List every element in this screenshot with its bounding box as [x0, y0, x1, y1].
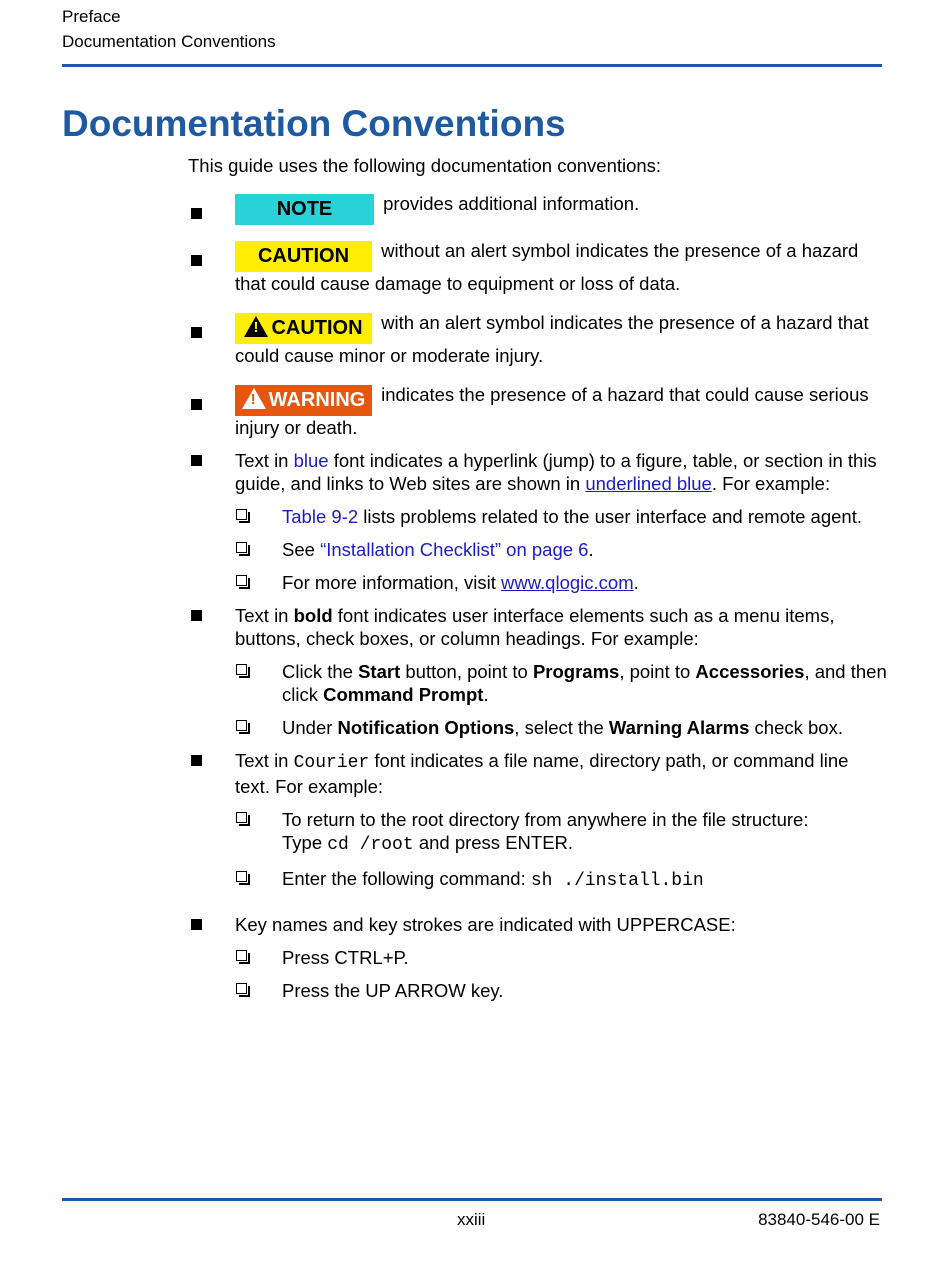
- square-bullet-icon: [191, 399, 202, 410]
- sub-list-item: [187, 571, 888, 594]
- code-install-command: sh ./install.bin: [530, 871, 704, 891]
- checkbox-bullet-icon: [236, 950, 247, 961]
- square-bullet-icon: [191, 327, 202, 338]
- text-run: check box.: [754, 717, 843, 738]
- blue-pre: Text in: [235, 450, 289, 471]
- square-bullet-icon: [191, 755, 202, 766]
- ui-element-warning-alarms: Warning Alarms: [608, 717, 750, 738]
- list-item-keys: [188, 913, 888, 936]
- text-run: Press the UP ARROW key.: [282, 980, 504, 1001]
- header-chapter: Preface: [62, 7, 121, 26]
- ui-element-start: Start: [358, 661, 401, 682]
- note-description: provides additional information.: [383, 193, 640, 214]
- list-item-warning: [188, 383, 888, 439]
- underlined-blue-link[interactable]: underlined blue: [585, 473, 712, 494]
- text-run: , and then click: [282, 661, 887, 705]
- code-cd-root: cd /root: [327, 835, 414, 855]
- text-run: .: [483, 684, 489, 705]
- list-item-bold: [188, 604, 888, 650]
- sub-list-item: [187, 946, 888, 969]
- caution-alert-badge: [235, 313, 372, 344]
- courier-pre: Text in: [235, 750, 289, 771]
- bold-post: font indicates user interface elements such as a menu items, buttons, check boxes, or column headings. For example:: [235, 605, 835, 649]
- list-item-caution-alert: [188, 311, 888, 367]
- sub-list-item: [187, 538, 888, 561]
- blue-mid: font indicates a hyperlink (jump) to a figure, table, or section in this guide, and links to Web sites are shown in: [235, 450, 877, 494]
- ex3-pre: For more information, visit: [282, 572, 496, 593]
- document-number: 83840-546-00 E: [758, 1210, 880, 1229]
- ui-element-accessories: Accessories: [695, 661, 805, 682]
- square-bullet-icon: [191, 255, 202, 266]
- sub-list-item: [187, 660, 888, 706]
- text-run: Press CTRL+P.: [282, 947, 409, 968]
- table-9-2-link[interactable]: Table 9-2: [282, 506, 359, 527]
- sub-list-blue: [188, 505, 888, 594]
- list-item-caution-plain: [188, 239, 888, 295]
- caution-plain-description: without an alert symbol indicates the presence of a hazard that could cause damage to equipment or loss of data.: [235, 240, 859, 294]
- text-run: Enter the following command:: [282, 868, 526, 889]
- text-run: button, point to: [405, 661, 528, 682]
- sub-list-bold: [188, 660, 888, 739]
- square-bullet-icon: [191, 610, 202, 621]
- running-header: [62, 4, 276, 54]
- caution-alert-description: with an alert symbol indicates the presence of a hazard that could cause minor or moderate injury.: [235, 312, 869, 366]
- sub-list-item: [187, 716, 888, 739]
- ex1-text: lists problems related to the user interface and remote agent.: [363, 506, 862, 527]
- qlogic-web-link[interactable]: www.qlogic.com: [500, 572, 634, 593]
- checkbox-bullet-icon: [236, 983, 247, 994]
- list-item-blue-links: [188, 449, 888, 495]
- caution-alert-badge-label: CAUTION: [271, 317, 363, 339]
- courier-word: Courier: [293, 753, 370, 773]
- checkbox-bullet-icon: [236, 871, 247, 882]
- blue-word: blue: [293, 450, 329, 471]
- checkbox-bullet-icon: [236, 509, 247, 520]
- list-item-note: [188, 192, 888, 225]
- sub-list-keys: [188, 946, 888, 1002]
- text-run: , select the: [514, 717, 604, 738]
- alert-triangle-icon: [244, 316, 268, 337]
- warning-badge: [235, 385, 372, 416]
- checkbox-bullet-icon: [236, 664, 247, 675]
- note-badge-label: NOTE: [276, 198, 333, 220]
- sub-list-item: [187, 505, 888, 528]
- conventions-body: [188, 154, 888, 1002]
- text-run: Click the: [282, 661, 353, 682]
- footer-rule: [62, 1198, 882, 1201]
- ex2-pre: See: [282, 539, 315, 560]
- caution-badge-label: CAUTION: [257, 245, 350, 267]
- sub-list-courier: [188, 808, 888, 893]
- page-title: Documentation Conventions: [62, 103, 566, 144]
- courier-post: font indicates a file name, directory path, or command line text. For example:: [235, 750, 849, 797]
- sub-list-item: [187, 867, 888, 893]
- checkbox-bullet-icon: [236, 812, 247, 823]
- square-bullet-icon: [191, 919, 202, 930]
- note-badge: [235, 194, 374, 225]
- blue-post: . For example:: [711, 473, 831, 494]
- checkbox-bullet-icon: [236, 542, 247, 553]
- header-section: Documentation Conventions: [62, 32, 276, 51]
- page-number: xxiii: [457, 1210, 486, 1229]
- bold-word: bold: [293, 605, 333, 626]
- text-run: To return to the root directory from anywhere in the file structure:: [282, 809, 809, 830]
- keys-text: Key names and key strokes are indicated with UPPERCASE:: [235, 914, 736, 935]
- checkbox-bullet-icon: [236, 720, 247, 731]
- ui-element-command-prompt: Command Prompt: [323, 684, 484, 705]
- text-run: and press ENTER.: [418, 832, 574, 853]
- ui-element-programs: Programs: [532, 661, 620, 682]
- text-run: , point to: [619, 661, 691, 682]
- ui-element-notification-options: Notification Options: [337, 717, 515, 738]
- ex2-post: .: [588, 539, 594, 560]
- sub-list-item: [187, 979, 888, 1002]
- square-bullet-icon: [191, 208, 202, 219]
- warning-description: indicates the presence of a hazard that could cause serious injury or death.: [235, 384, 869, 438]
- ex3-post: .: [633, 572, 639, 593]
- intro-text: This guide uses the following documentation conventions:: [188, 155, 662, 176]
- alert-triangle-icon: [242, 388, 266, 409]
- list-item-courier: [188, 749, 888, 798]
- installation-checklist-link[interactable]: “Installation Checklist” on page 6: [320, 539, 589, 560]
- header-rule: [62, 64, 882, 67]
- square-bullet-icon: [191, 455, 202, 466]
- bold-pre: Text in: [235, 605, 289, 626]
- caution-badge: [235, 241, 372, 272]
- sub-list-item: [187, 808, 888, 857]
- warning-badge-label: WARNING: [268, 389, 366, 411]
- text-run: Under: [282, 717, 333, 738]
- checkbox-bullet-icon: [236, 575, 247, 586]
- text-run: Type: [282, 832, 323, 853]
